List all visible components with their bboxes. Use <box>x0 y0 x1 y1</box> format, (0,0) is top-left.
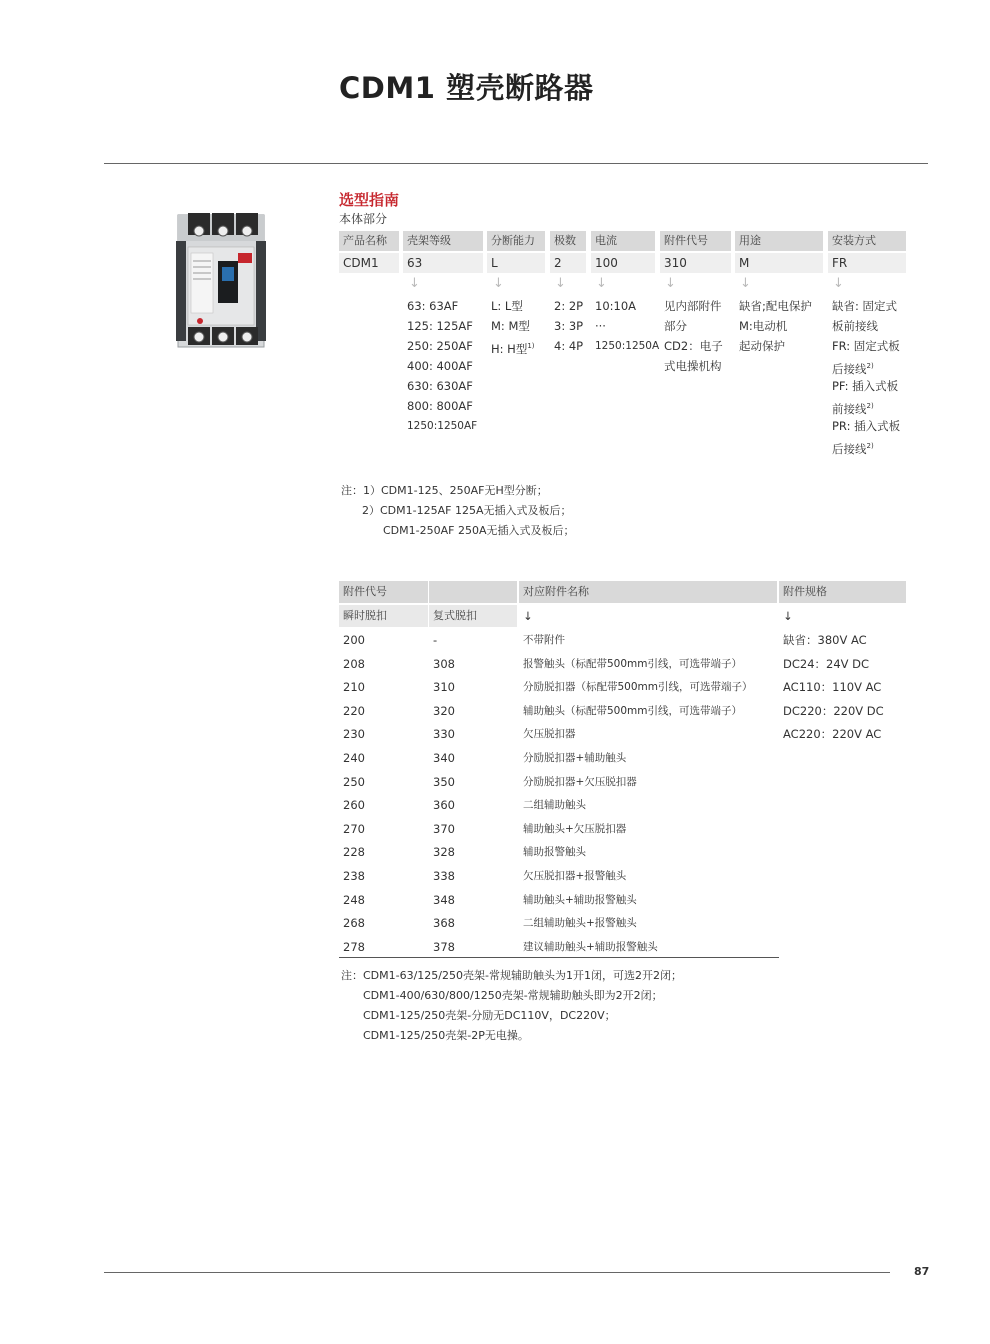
down-arrow-icon: ↓ <box>596 276 607 291</box>
pole-option: 3: 3P <box>554 319 584 333</box>
usage-option: M:电动机 <box>739 319 788 333</box>
cell-accessory-name: 不带附件 <box>523 634 565 646</box>
breaking-option: L: L型 <box>491 299 523 313</box>
table-row <box>339 936 906 958</box>
accessory-option: 见内部附件 <box>664 299 722 313</box>
cell-compound: 338 <box>433 869 455 883</box>
note-line: CDM1-250AF 250A无插入式及板后； <box>383 524 575 537</box>
cell-accessory-name: 报警触头（标配带500mm引线，可选带端子） <box>523 657 742 670</box>
cell-compound: 348 <box>433 892 455 907</box>
cell-compound: 310 <box>433 680 455 695</box>
breaking-options <box>491 296 535 356</box>
cell-compound: - <box>433 633 438 647</box>
frame-option: 630: 630AF <box>407 379 473 393</box>
down-arrow-icon: ↓ <box>409 276 420 291</box>
cell-accessory-name: 辅助触头（标配带500mm引线，可选带端子） <box>523 704 742 717</box>
mount-option: 前接线 <box>832 401 867 416</box>
cell-accessory-spec <box>779 794 906 816</box>
header-accessory-name: 对应附件名称 <box>519 581 777 603</box>
cell-compound: 328 <box>433 845 455 860</box>
cell-accessory-spec <box>779 912 906 934</box>
cell-accessory-spec <box>779 889 906 911</box>
table-row <box>339 912 906 934</box>
cell-instant: 238 <box>343 869 365 883</box>
usage-options <box>739 296 812 356</box>
top-divider <box>104 163 928 164</box>
cell-accessory-spec: AC220：220V AC <box>783 727 882 742</box>
table-bottom-rule <box>339 957 779 958</box>
cell-accessory-name: 欠压脱扣器+报警触头 <box>523 870 627 882</box>
subheader-compound: 复式脱扣 <box>429 605 517 627</box>
cell-instant: 240 <box>343 751 365 765</box>
mount-option: 后接线 <box>832 441 867 456</box>
cell-accessory-name: 辅助触头+欠压脱扣器 <box>523 822 627 835</box>
cell-compound: 378 <box>433 939 455 954</box>
cell-accessory-name: 辅助报警触头 <box>523 846 586 859</box>
cell-instant: 228 <box>343 845 365 860</box>
note-line: CDM1-125/250壳架-2P无电操。 <box>363 1029 529 1042</box>
table-row <box>339 629 906 651</box>
cell-instant: 248 <box>343 892 365 907</box>
frame-option: 400: 400AF <box>407 359 473 373</box>
table-row <box>339 865 906 887</box>
section-title: 选型指南 <box>339 191 400 209</box>
cell-compound: 368 <box>433 916 455 931</box>
header-accessory-code: 附件代号 <box>339 581 428 603</box>
cell-accessory-name: 二组辅助触头 <box>523 799 586 812</box>
accessory-options <box>664 296 723 376</box>
header-mounting: 安装方式 <box>828 231 906 251</box>
cell-accessory-name: 分励脱扣器+欠压脱扣器 <box>523 775 637 788</box>
current-option: 10:10A <box>595 299 637 313</box>
value-current: 100 <box>591 253 655 273</box>
cell-instant: 250 <box>343 774 365 789</box>
cell-accessory-spec <box>779 747 906 769</box>
current-options <box>595 296 659 356</box>
mount-option: 后接线 <box>832 361 867 376</box>
footnote-mark: 1) <box>527 342 535 350</box>
value-frame-grade: 63 <box>403 253 483 273</box>
cell-instant: 268 <box>343 916 365 931</box>
usage-option: 缺省;配电保护 <box>739 299 812 313</box>
cell-accessory-name: 建议辅助触头+辅助报警触头 <box>523 940 658 953</box>
note-line: 注：1）CDM1-125、250AF无H型分断； <box>341 484 548 497</box>
table-row <box>339 653 906 675</box>
mount-option: FR: 固定式板 <box>832 339 900 353</box>
circuit-breaker-image <box>176 211 268 351</box>
frame-option: 125: 125AF <box>407 319 473 333</box>
cell-compound: 308 <box>433 656 455 671</box>
value-breaking-capacity: L <box>487 253 545 273</box>
cell-accessory-name: 欠压脱扣器 <box>523 728 576 741</box>
table-row <box>339 841 906 863</box>
cell-accessory-name: 二组辅助触头+报警触头 <box>523 917 637 930</box>
mount-option: PR: 插入式板 <box>832 419 901 433</box>
value-product-name: CDM1 <box>339 253 399 273</box>
cell-compound: 340 <box>433 751 455 765</box>
accessory-option: 式电操机构 <box>664 359 722 373</box>
header-blank <box>429 581 517 603</box>
bottom-divider <box>104 1272 890 1273</box>
table-row <box>339 794 906 816</box>
pole-options <box>554 296 583 356</box>
header-accessory-spec: 附件规格 <box>779 581 906 603</box>
note-line: CDM1-125/250壳架-分励无DC110V，DC220V； <box>363 1009 616 1022</box>
cell-instant: 230 <box>343 727 365 742</box>
cell-accessory-name: 辅助触头+辅助报警触头 <box>523 893 637 906</box>
table-row <box>339 771 906 793</box>
header-current: 电流 <box>591 231 655 251</box>
accessory-option: 部分 <box>664 319 687 333</box>
value-mounting: FR <box>828 253 906 273</box>
table-row <box>339 700 906 722</box>
pole-option: 4: 4P <box>554 339 584 353</box>
down-arrow-icon: ↓ <box>555 276 566 291</box>
down-arrow-icon: ↓ <box>740 276 751 291</box>
frame-option: 800: 800AF <box>407 399 473 413</box>
cell-accessory-spec <box>779 841 906 863</box>
usage-option: 起动保护 <box>739 339 785 353</box>
note-line: 2）CDM1-125AF 125A无插入式及板后； <box>362 504 572 517</box>
cell-compound: 320 <box>433 703 455 718</box>
breaking-option: M: M型 <box>491 319 530 333</box>
value-accessory-code: 310 <box>660 253 731 273</box>
current-option: ··· <box>595 319 606 333</box>
cell-accessory-spec <box>779 771 906 793</box>
header-breaking-capacity: 分断能力 <box>487 231 545 251</box>
mount-option: 缺省: 固定式 <box>832 299 898 313</box>
cell-accessory-name: 分励脱扣器（标配带500mm引线，可选带端子） <box>523 681 753 694</box>
mount-option: 板前接线 <box>832 319 878 333</box>
subheader-spec-arrow: ↓ <box>779 605 906 627</box>
cell-compound: 360 <box>433 798 455 813</box>
header-accessory-code: 附件代号 <box>660 231 731 251</box>
note-line: 注：CDM1-63/125/250壳架-常规辅助触头为1开1闭，可选2开2闭； <box>341 969 682 982</box>
frame-options <box>407 296 477 436</box>
cell-accessory-name: 分励脱扣器+辅助触头 <box>523 752 627 764</box>
current-option: 1250:1250A <box>595 340 660 352</box>
table-row <box>339 676 906 698</box>
header-poles: 极数 <box>550 231 586 251</box>
value-usage: M <box>735 253 823 273</box>
cell-instant: 260 <box>343 798 365 813</box>
cell-instant: 208 <box>343 656 365 671</box>
cell-instant: 200 <box>343 633 365 647</box>
section-subtitle: 本体部分 <box>339 212 388 226</box>
header-product-name: 产品名称 <box>339 231 399 251</box>
footnote-mark: 2) <box>866 402 874 410</box>
cell-accessory-spec: AC110：110V AC <box>783 680 882 695</box>
cell-compound: 370 <box>433 821 455 836</box>
header-usage: 用途 <box>735 231 823 251</box>
table-row <box>339 723 906 745</box>
table-row <box>339 889 906 911</box>
cell-instant: 210 <box>343 680 365 695</box>
header-frame-grade: 壳架等级 <box>403 231 483 251</box>
footnote-mark: 2) <box>866 362 874 370</box>
pole-option: 2: 2P <box>554 299 584 313</box>
cell-accessory-spec <box>779 936 906 958</box>
frame-option: 250: 250AF <box>407 339 473 353</box>
table-row <box>339 818 906 840</box>
cell-accessory-spec: DC220：220V DC <box>783 703 884 718</box>
mount-option: PF: 插入式板 <box>832 379 899 393</box>
cell-accessory-spec <box>779 818 906 840</box>
cell-accessory-spec <box>779 865 906 887</box>
frame-option: 63: 63AF <box>407 299 459 313</box>
value-poles: 2 <box>550 253 586 273</box>
cell-instant: 220 <box>343 703 365 718</box>
footnote-mark: 2) <box>866 442 874 450</box>
mount-options <box>832 296 900 456</box>
cell-accessory-spec: DC24：24V DC <box>783 656 870 671</box>
cell-instant: 270 <box>343 821 365 836</box>
frame-option: 1250:1250AF <box>407 420 478 432</box>
table-row <box>339 747 906 769</box>
cell-compound: 330 <box>433 727 455 742</box>
subheader-name-arrow: ↓ <box>519 605 777 627</box>
accessory-option: CD2：电子 <box>664 339 723 353</box>
down-arrow-icon: ↓ <box>833 276 844 291</box>
page-title: CDM1 塑壳断路器 <box>339 71 594 105</box>
page-number: 87 <box>914 1265 930 1278</box>
note-line: CDM1-400/630/800/1250壳架-常规辅助触头即为2开2闭； <box>363 989 663 1002</box>
cell-accessory-spec: 缺省：380V AC <box>783 633 867 647</box>
cell-compound: 350 <box>433 774 455 789</box>
down-arrow-icon: ↓ <box>665 276 676 291</box>
cell-instant: 278 <box>343 939 365 954</box>
down-arrow-icon: ↓ <box>493 276 504 291</box>
subheader-instant: 瞬时脱扣 <box>339 605 428 627</box>
breaking-option: H: H型 <box>491 341 528 356</box>
